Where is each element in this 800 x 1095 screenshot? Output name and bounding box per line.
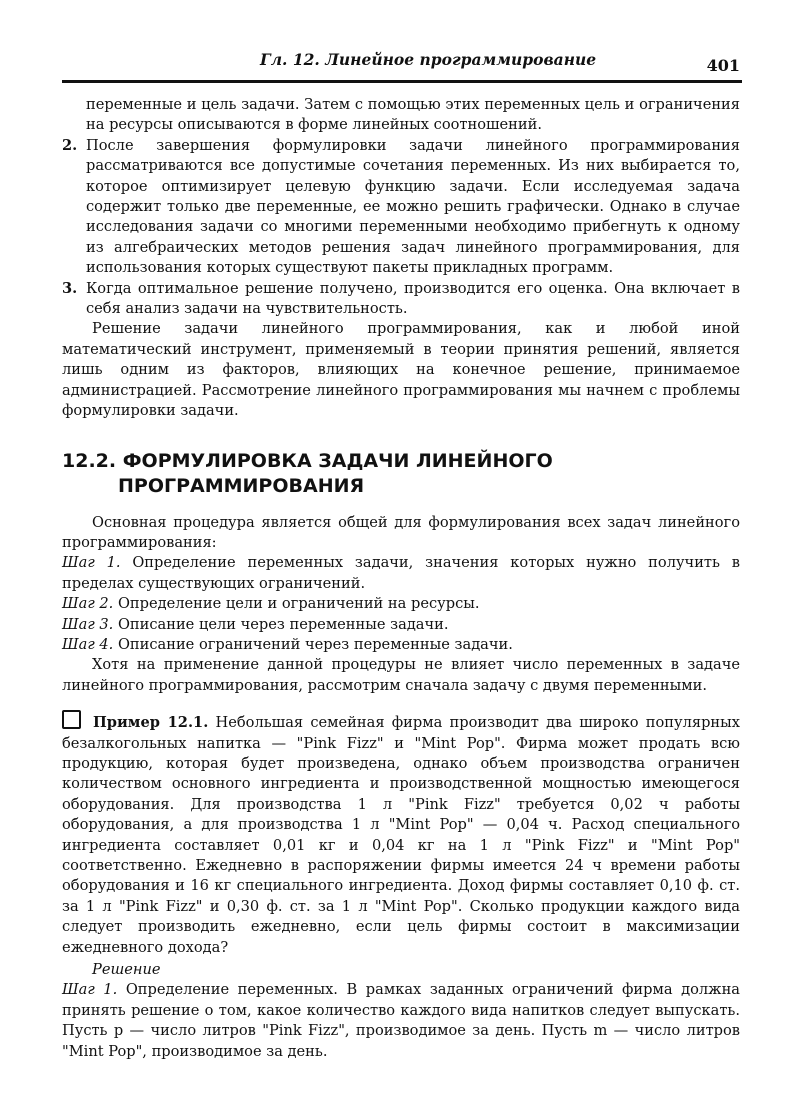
solution-step-text: Определение переменных. В рамках заданных ограничений фирма должна принять решение о том, какое количество каждого вида напитков следует выпускать. Пусть p — число литров "Pink Fizz", производимое за день. Пусть m — число литров "Mint Pop", производимое за день. — [62, 981, 741, 1060]
step-text: Описание цели через переменные задачи. — [117, 615, 449, 633]
chapter-title: Гл. 12. Линейное программирование — [260, 50, 597, 69]
step-line — [62, 635, 740, 655]
list-item-number: 3. — [62, 279, 78, 297]
step-label: Шаг 3. — [62, 615, 114, 633]
solution-step-label: Шаг 1. — [62, 981, 118, 999]
page-body — [62, 95, 740, 1062]
step-label: Шаг 4. — [62, 635, 114, 653]
list-item-number: 2. — [62, 136, 78, 154]
section-heading: 12.2. ФОРМУЛИРОВКА ЗАДАЧИ ЛИНЕЙНОГО ПРОГРАММИРОВАНИЯ — [62, 449, 553, 497]
step-line — [62, 553, 740, 594]
list-item — [62, 136, 740, 279]
section-intro: Основная процедура является общей для формулирования всех задач линейного программирования: — [62, 513, 740, 551]
step-text: Описание ограничений через переменные задачи. — [117, 635, 513, 653]
example-square-icon — [62, 710, 81, 729]
step-line — [62, 594, 740, 614]
list-item — [62, 279, 740, 320]
list-item-text: После завершения формулировки задачи линейного программирования рассматриваются все допустимые сочетания переменных. Из них выбирается то, которое оптимизирует целевую функцию задачи. Если исследуемая задача содержит только две переменные, ее можно решить графически. Однако в случае исследования задачи со многими переменными необходимо прибегнуть к одному из алгебраических методов решения задач линейного программирования, для использования которых существуют пакеты прикладных программ. — [86, 136, 740, 277]
example-label: Пример 12.1. — [93, 714, 209, 732]
step-text: Определение цели и ограничений на ресурсы. — [117, 595, 480, 613]
list-item-text: Когда оптимальное решение получено, производится его оценка. Она включает в себя анализ задачи на чувствительность. — [86, 279, 740, 318]
example-paragraph — [62, 710, 740, 958]
intro-continuation: переменные и цель задачи. Затем с помощью этих переменных цель и ограничения на ресурсы описываются в форме линейных соотношений. — [86, 96, 740, 134]
step-label: Шаг 1. — [62, 554, 121, 572]
example-text: Небольшая семейная фирма производит два широко популярных безалкогольных напитка — "Pink Fizz" и "Mint Pop". Фирма может продать всю продукцию, которая будет произведена, однако объем производства ограничен количеством основного ингредиента и производственной мощностью имеющегося оборудования. Для производства 1 л "Pink Fizz" требуется 0,02 ч работы оборудования, а для производства 1 л "Mint Pop" — 0,04 ч. Расход специального ингредиента составляет 0,01 кг и 0,04 кг на 1 л "Pink Fizz" и "Mint Pop" соответственно. Ежедневно в распоряжении фирмы имеется 24 ч времени работы оборудования и 16 кг специального ингредиента. Доход фирмы составляет 0,10 ф. ст. за 1 л "Pink Fizz" и 0,30 ф. ст. за 1 л "Mint Pop". Сколько продукции каждого вида следует производить ежедневно, если цель фирмы состоит в максимизации ежедневного дохода? — [62, 714, 740, 956]
step-label: Шаг 2. — [62, 595, 114, 613]
section-closing: Хотя на применение данной процедуры не влияет число переменных в задаче линейного программирования, рассмотрим сначала задачу с двумя переменными. — [62, 656, 740, 694]
paragraph: Решение задачи линейного программирования, как и любой иной математический инструмент, применяемый в теории принятия решений, является лишь одним из факторов, влияющих на конечное решение, принимаемое администрацией. Рассмотрение линейного программирования мы начнем с проблемы формулировки задачи. — [62, 320, 740, 420]
step-line — [62, 615, 740, 635]
step-text: Определение переменных задачи, значения которых нужно получить в пределах существующих ограничений. — [62, 554, 740, 592]
solution-label: Решение — [92, 961, 161, 979]
solution-step — [62, 980, 740, 1062]
page-number: 401 — [706, 56, 740, 75]
running-header — [62, 50, 742, 83]
